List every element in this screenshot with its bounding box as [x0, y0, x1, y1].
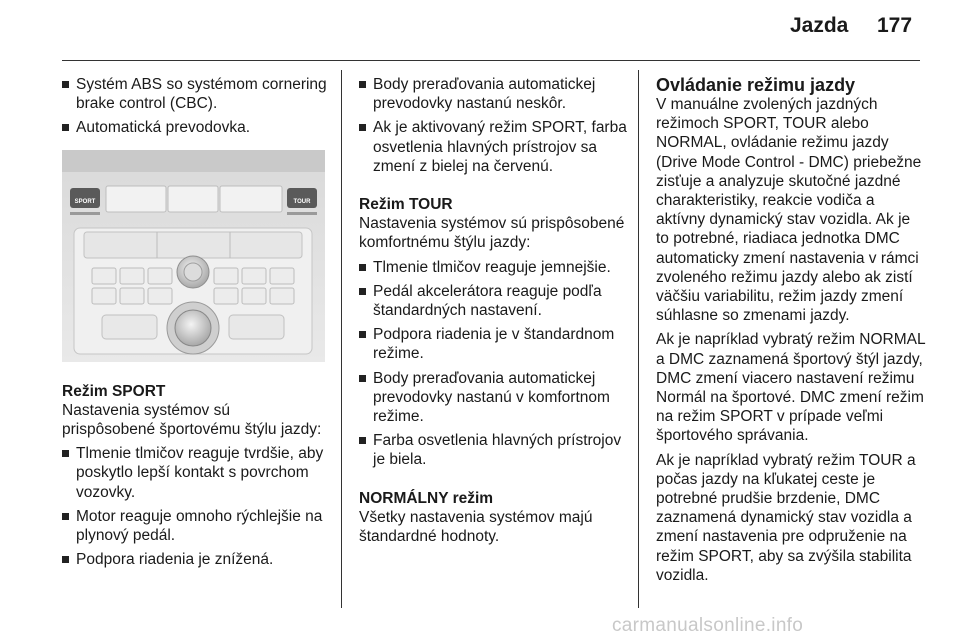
list-item: Motor reaguje omnoho rýchlejšie na plynový pedál. [62, 507, 327, 545]
tour-button-label: TOUR [293, 198, 311, 205]
page-number: 177 [877, 14, 913, 37]
column-divider-2 [638, 70, 639, 608]
list-item: Tlmenie tlmičov reaguje jemnejšie. [359, 258, 629, 277]
normal-mode-text: Všetky nastavenia systémov majú štandardné hodnoty. [359, 508, 593, 546]
page-header-title: Jazda [790, 14, 849, 37]
list-item: Ak je aktivovaný režim SPORT, farba osvetlenia hlavných prístrojov sa zmení z bielej na červenú. [359, 118, 629, 176]
tour-mode-heading: Režim TOUR [359, 196, 453, 214]
normal-mode-heading: NORMÁLNY režim [359, 489, 494, 507]
drive-mode-panel-image [62, 150, 325, 362]
list-item: Automatická prevodovka. [62, 118, 327, 137]
list-item: Systém ABS so systémom cornering brake control (CBC). [62, 75, 327, 113]
sport-button-label: SPORT [74, 198, 96, 205]
list-item: Podpora riadenia je znížená. [62, 550, 327, 569]
header-rule [62, 60, 920, 61]
paragraph: Ak je napríklad vybratý režim NORMAL a DMC zaznamená športový štýl jazdy, DMC zmení viacero nastavení režimu Normál na športové. DMC zmení režim na režim SPORT v prípade veľmi športového správania. [656, 331, 926, 445]
column-divider-1 [341, 70, 342, 608]
list-item: Tlmenie tlmičov reaguje tvrdšie, aby poskytlo lepší kontakt s povrchom vozovky. [62, 444, 327, 502]
tour-mode-intro: Nastavenia systémov sú prispôsobené komfortnému štýlu jazdy: [359, 215, 625, 252]
list-item: Farba osvetlenia hlavných prístrojov je biela. [359, 431, 629, 469]
watermark: carmanualsonline.info [612, 615, 804, 636]
list-item: Body preraďovania automatickej prevodovky nastanú neskôr. [359, 75, 629, 113]
column-1 [62, 75, 327, 574]
sport-mode-heading: Režim SPORT [62, 382, 166, 400]
paragraph: V manuálne zvolených jazdných režimoch SPORT, TOUR alebo NORMAL, ovládanie režimu jazdy (Drive Mode Control - DMC) priebežne zisťuje a analyzuje skutočné jazdné charakteristiky, reakcie vodiča a aktívny dynamický stav vozidla. Ak je to potrebné, riadiaca jednotka DMC automaticky zmení nastavenia v rámci zvoleného režimu jazdy alebo ak zistí väčšiu variabilitu, režim jazdy zmení súhlasne so zmenami jazdy. [656, 96, 922, 325]
list-item: Body preraďovania automatickej prevodovky nastanú v komfortnom režime. [359, 369, 629, 427]
sport-mode-intro: Nastavenia systémov sú prispôsobené športovému štýlu jazdy: [62, 401, 322, 439]
list-item: Podpora riadenia je v štandardnom režime. [359, 325, 629, 363]
column-3 [656, 75, 926, 590]
paragraph: Ak je napríklad vybratý režim TOUR a počas jazdy na kľukatej ceste je potrebné prudšie brzdenie, DMC zaznamená dynamický stav vozidla a zmení nastavenia pre odpruženie na režim SPORT, aby sa zvýšila stabilita vozidla. [656, 451, 916, 584]
drive-mode-control-heading: Ovládanie režimu jazdy [656, 75, 856, 95]
column-2 [359, 75, 629, 551]
list-item: Pedál akcelerátora reaguje podľa štandardných nastavení. [359, 282, 629, 320]
